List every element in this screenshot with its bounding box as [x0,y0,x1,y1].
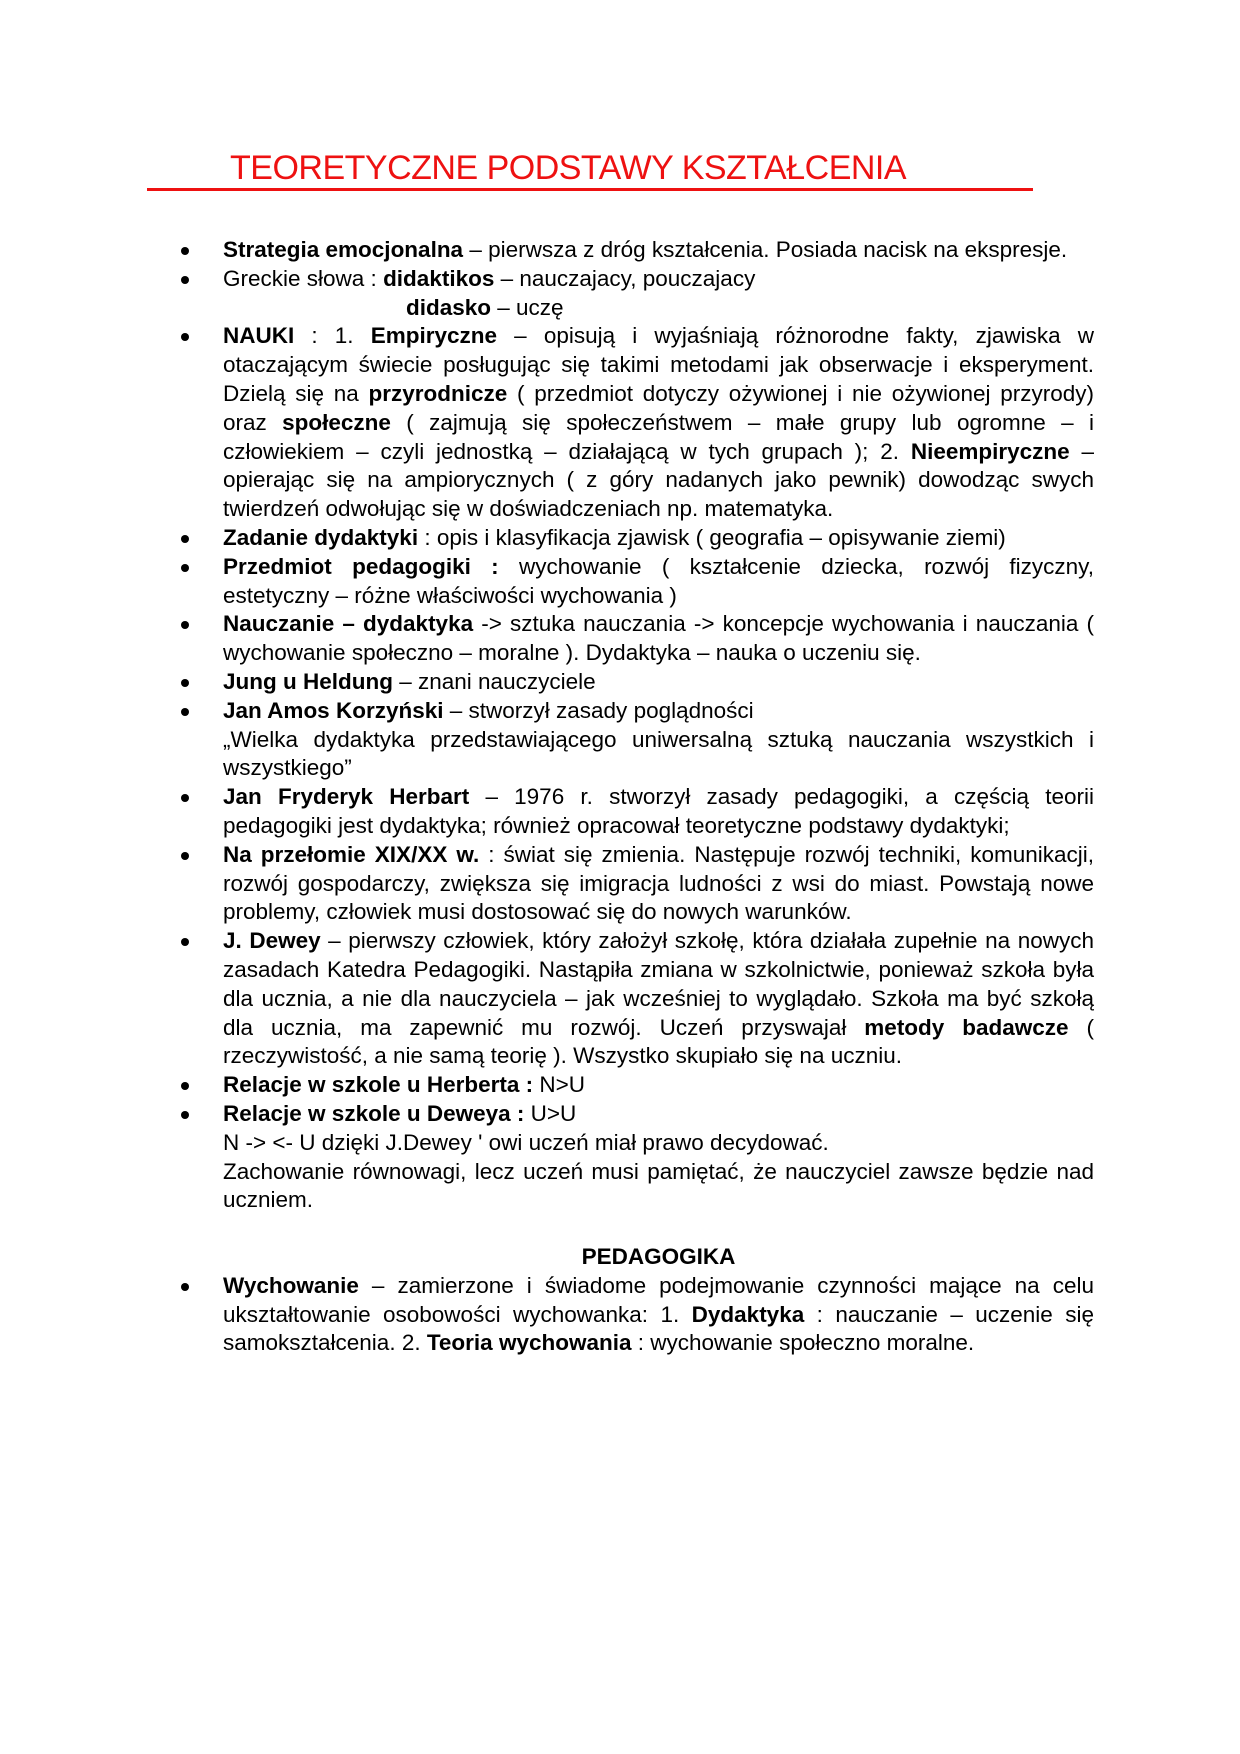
term: didaktikos [383,265,495,291]
term: Jan Fryderyk Herbart [223,784,470,810]
list-item [178,524,1094,553]
item-text: – opisują i wyjaśniają różnorodne fakty, zjawiska w otaczającym świecie posługując się takimi metodami jak obserwacje i eksperyment. Dzielą się na [223,323,1094,406]
term: Nieempiryczne [910,438,1070,464]
term: Przedmiot pedagogiki : [223,553,499,579]
quote-line: „Wielka dydaktyka przedstawiającego uniwersalną sztuką nauczania wszystkich i wszystkiego” [223,726,1094,781]
term: Jan Amos Korzyński [223,697,444,723]
sub-line: Zachowanie równowagi, lecz uczeń musi pamiętać, że nauczyciel zawsze będzie nad uczniem. [223,1158,1094,1213]
item-text: ( zajmują się społeczeństwem – małe grupy lub ogromne – i człowiekiem – czyli jednostką – działającą w tych grupach ); 2. [223,409,1094,464]
sub-line [223,294,1094,323]
term: Dydaktyka [691,1301,805,1327]
item-text: – 1976 r. stworzył zasady pedagogiki, a częścią teorii pedagogiki jest dydaktyka; również opracował teoretyczne podstawy dydaktyki; [223,784,1095,838]
item-text: – opierając się na ampiorycznych ( z góry nadanych jako pewnik) dowodząc swych twierdzeń odwołując się w doświadczeniach np. matematyka. [223,438,1095,522]
term: przyrodnicze [368,380,508,406]
item-text: : opis i klasyfikacja zjawisk ( geografia – opisywanie ziemi) [418,524,1006,550]
item-text: – uczę [491,294,564,320]
item-text: : nauczanie – uczenie się samokształcenia. 2. [223,1301,1094,1356]
item-text: : wychowanie społeczno moralne. [631,1330,975,1356]
document-title: TEORETYCZNE PODSTAWY KSZTAŁCENIA [230,149,907,187]
term: Strategia emocjonalna [223,237,464,262]
term: Nauczanie – dydaktyka [223,611,474,637]
item-text: U>U [524,1100,577,1126]
term: NAUKI [223,323,295,349]
item-text: N>U [533,1072,586,1098]
term: Na przełomie XIX/XX w. [223,841,480,867]
document-body [178,236,1094,1358]
item-text: – nauczajacy, pouczajacy [494,265,756,291]
list-item [178,1272,1094,1358]
item-text: -> sztuka nauczania -> koncepcje wychowania i nauczania ( wychowanie społeczno – moralne ). Dydaktyka – nauka o uczeniu się. [223,611,1094,666]
term: didasko [406,294,492,320]
item-text: wychowanie ( kształcenie dziecka, rozwój fizyczny, estetyczny – różne właściwości wychowania ) [223,553,1094,608]
list-item [178,697,1094,783]
list-item [178,927,1094,1071]
item-text: : 1. [294,323,371,349]
list-item [178,553,1094,611]
list-item [178,1071,1094,1100]
item-text: – pierwszy człowiek, który założył szkołę, która działała zupełnie na nowych zasadach Katedra Pedagogiki. Nastąpiła zmiana w szkolnictwie, ponieważ szkoła była dla ucznia, a nie dla nauczyciela – jak wcześniej to wyglądało. Szkoła ma być szkołą dla ucznia, ma zapewnić mu rozwój. Uczeń przyswajał [223,928,1094,1040]
list-item [178,322,1094,524]
item-text: – zamierzone i świadome podejmowanie czynności mające na celu ukształtowanie osobowości wychowanka: 1. [223,1272,1094,1327]
term: Relacje w szkole u Herberta : [223,1072,534,1098]
term: Teoria wychowania [426,1330,632,1356]
term: J. Dewey [223,928,321,954]
term: metody badawcze [864,1014,1069,1040]
list-item [178,783,1094,841]
title-underline [147,188,1033,191]
title-block [147,148,1033,191]
sub-line: N -> <- U dzięki J.Dewey ' owi uczeń miał prawo decydować. [223,1129,829,1155]
term: Wychowanie [223,1272,359,1298]
term: Jung u Heldung [223,668,393,694]
item-text: – znani nauczyciele [392,668,596,694]
term: Relacje w szkole u Deweya : [223,1100,525,1126]
item-text: : świat się zmienia. Następuje rozwój techniki, komunikacji, rozwój gospodarczy, zwiększa się imigracja ludności z wsi do miast. Powstają nowe problemy, człowiek musi dostosować się do nowych warunków. [223,841,1094,925]
list-item [178,1100,1094,1215]
item-text: – pierwsza z dróg kształcenia. Posiada nacisk na ekspresje. [463,237,1068,262]
list-item [178,265,1094,323]
item-text: ( rzeczywistość, a nie samą teorię ). Wszystko skupiało się na uczniu. [223,1014,1095,1069]
item-text: – stworzył zasady poglądności [443,697,754,723]
term: Zadanie dydaktyki [223,524,419,550]
list-item [178,668,1094,697]
list-item [178,236,1094,265]
item-text: ( przedmiot dotyczy ożywionej i nie ożywionej przyrody) oraz [223,380,1094,435]
term: Empiryczne [370,323,498,349]
term: społeczne [282,409,391,435]
item-text: Greckie słowa : [223,265,384,291]
pedagogika-list [178,1272,1094,1358]
list-item [178,841,1094,927]
section-heading: PEDAGOGIKA [581,1244,736,1270]
notes-list [178,236,1094,1215]
list-item [178,610,1094,668]
